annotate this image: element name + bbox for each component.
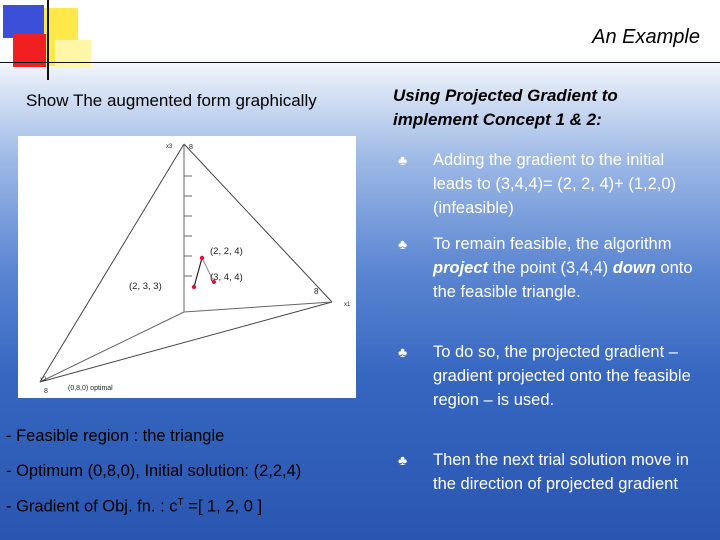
tick-top-label: 8 (189, 144, 193, 151)
axis-x1-label: x1 (344, 302, 351, 308)
gradient-segment (194, 258, 202, 287)
bullet-text: Then the next trial solution move in the direction of projected gradient (433, 451, 689, 493)
bullet-text (433, 232, 695, 304)
bullet-text-part: the point (3,4,4) (488, 259, 613, 277)
bullet-emphasis: down (612, 259, 656, 277)
note-gradient-superscript: T (177, 497, 184, 508)
right-heading-line1: Using Projected Gradient to (393, 86, 618, 105)
left-heading: Show The augmented form graphically (26, 91, 317, 110)
slide-title: An Example (592, 26, 700, 48)
tick-right-label: 8 (314, 287, 319, 296)
point-224-marker (200, 256, 204, 260)
club-bullet-icon: ♣ (398, 236, 408, 252)
point-233-label: (2, 3, 3) (129, 281, 162, 292)
triangle-edge-right (184, 144, 332, 302)
note-optimum: - Optimum (0,8,0), Initial solution: (2,2,4) (6, 462, 302, 480)
right-heading-line2: implement Concept 1 & 2: (393, 110, 602, 129)
axis-x3-label: x3 (166, 144, 173, 150)
note-feasible-region: - Feasible region : the triangle (6, 427, 225, 445)
note-gradient-prefix: - Gradient of Obj. fn. : c (6, 497, 178, 516)
club-bullet-icon: ♣ (398, 344, 408, 360)
bullet-emphasis: project (433, 259, 489, 277)
bullet-text: To do so, the projected gradient – gradient projected onto the feasible region – is used. (433, 343, 691, 409)
tick-bottom-label: 8 (44, 388, 48, 395)
axis-x1-line (184, 302, 332, 312)
club-bullet-icon: ♣ (398, 452, 408, 468)
note-gradient (6, 497, 262, 517)
deco-yellow-block-right (55, 40, 91, 68)
point-344-label: (3, 4, 4) (210, 272, 243, 283)
triangle-edge-left (40, 144, 184, 382)
triangle-edge-bottom (40, 302, 332, 382)
bullet-text-part: onto the feasible triangle. (433, 259, 693, 301)
right-heading (393, 84, 618, 132)
deco-vertical-line (47, 0, 49, 80)
bullet-text-part: To remain feasible, the algorithm (433, 235, 672, 253)
deco-horizontal-line (0, 62, 720, 63)
bullet-text: Adding the gradient to the initial leads to (3,4,4)= (2, 2, 4)+ (1,2,0) (infeasible) (433, 151, 677, 217)
axis-x2-label: x2 (40, 377, 47, 383)
point-224-label: (2, 2, 4) (210, 246, 243, 257)
note-gradient-suffix: =[ 1, 2, 0 ] (183, 497, 263, 516)
point-233-marker (192, 285, 196, 289)
club-bullet-icon: ♣ (398, 152, 408, 168)
optimal-label: (0,8,0) optimal (68, 385, 113, 392)
triangle-diagram (18, 136, 356, 398)
feasible-region-figure (18, 136, 356, 398)
